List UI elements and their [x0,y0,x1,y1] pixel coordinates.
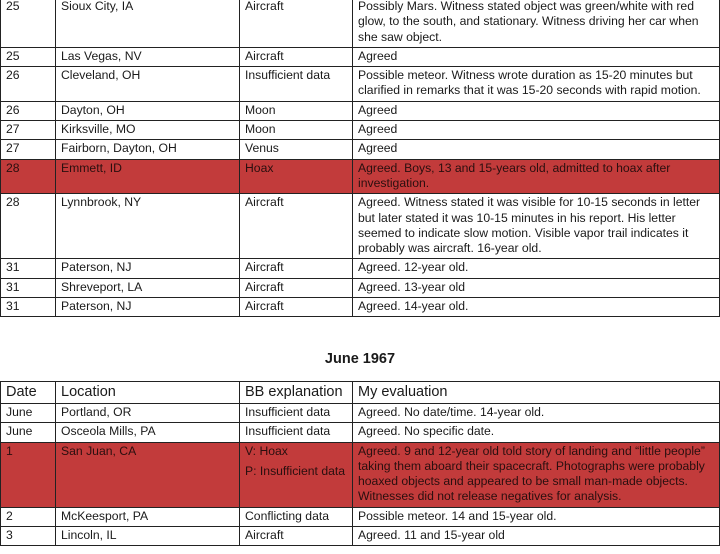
evaluation-cell: Agreed [353,140,720,159]
date-cell: June [1,404,56,423]
evaluation-cell: Agreed [353,47,720,66]
location-cell: Sioux City, IA [56,0,240,47]
header-my-evaluation: My evaluation [353,382,720,404]
table-row [1,0,720,47]
evaluation-cell: Possible meteor. 14 and 15-year old. [353,507,720,526]
location-cell: Shreveport, LA [56,278,240,297]
table-row [1,507,720,526]
evaluation-cell: Agreed. No date/time. 14-year old. [353,404,720,423]
evaluation-cell: Agreed. 13-year old [353,278,720,297]
evaluation-cell: Agreed. Boys, 13 and 15-years old, admitted to hoax after investigation. [353,159,720,194]
date-cell: 27 [1,121,56,140]
location-cell: Kirksville, MO [56,121,240,140]
bb-explanation-line: V: Hoax [245,443,288,458]
location-cell: Lynnbrook, NY [56,194,240,259]
bb-explanation-cell: Moon [240,121,353,140]
table-row [1,259,720,278]
date-cell: 31 [1,278,56,297]
date-cell: 28 [1,194,56,259]
bb-explanation-cell: Aircraft [240,278,353,297]
location-cell: Paterson, NJ [56,298,240,317]
location-cell: Osceola Mills, PA [56,423,240,442]
date-cell: 2 [1,507,56,526]
date-cell: 26 [1,101,56,120]
table-row [1,278,720,297]
bb-explanation-cell: Conflicting data [240,507,353,526]
bb-explanation-cell: Aircraft [240,47,353,66]
table-row [1,47,720,66]
evaluation-cell: Agreed. No specific date. [353,423,720,442]
header-date: Date [1,382,56,404]
location-cell: Lincoln, IL [56,527,240,546]
evaluation-cell: Agreed. 12-year old. [353,259,720,278]
date-cell: 3 [1,527,56,546]
bb-explanation-cell: Moon [240,101,353,120]
table-row [1,194,720,259]
evaluation-cell: Agreed. 9 and 12-year old told story of landing and “little people” taking them aboard their spacecraft. Photographs were probably hoaxed objects and appeared to be small man-made objects. Witnesses did not release negatives for analysis. [353,442,720,507]
date-cell: June [1,423,56,442]
location-cell: Cleveland, OH [56,67,240,102]
bb-explanation-cell: Aircraft [240,0,353,47]
bb-explanation-cell: Aircraft [240,298,353,317]
table-row-highlighted [1,442,720,507]
location-cell: Portland, OR [56,404,240,423]
evaluation-cell: Agreed [353,101,720,120]
table-row [1,121,720,140]
bb-explanation-cell: Insufficient data [240,423,353,442]
date-cell: 25 [1,0,56,47]
location-cell: Fairborn, Dayton, OH [56,140,240,159]
bb-explanation-cell: Aircraft [240,527,353,546]
date-cell: 27 [1,140,56,159]
date-cell: 28 [1,159,56,194]
evaluation-cell: Possible meteor. Witness wrote duration as 15-20 minutes but clarified in remarks that it was 15-20 seconds with rapid motion. [353,67,720,102]
table-row [1,298,720,317]
location-cell: Emmett, ID [56,159,240,194]
june-sightings-table [0,381,720,546]
table-row [1,140,720,159]
location-cell: San Juan, CA [56,442,240,507]
location-cell: Dayton, OH [56,101,240,120]
may-sightings-body [1,0,720,317]
table-row [1,404,720,423]
bb-explanation-cell: Insufficient data [240,67,353,102]
table-row [1,101,720,120]
table-row [1,67,720,102]
bb-explanation-cell [240,442,353,507]
bb-explanation-cell: Insufficient data [240,404,353,423]
table-row [1,423,720,442]
table-row [1,527,720,546]
date-cell: 1 [1,442,56,507]
date-cell: 31 [1,298,56,317]
location-cell: McKeesport, PA [56,507,240,526]
date-cell: 25 [1,47,56,66]
bb-explanation-cell: Venus [240,140,353,159]
evaluation-cell: Agreed. 11 and 15-year old [353,527,720,546]
bb-explanation-line: P: Insufficient data [245,463,346,478]
evaluation-cell: Possibly Mars. Witness stated object was green/white with red glow, to the south, and stationary. Witness driving her car when she saw object. [353,0,720,47]
location-cell: Las Vegas, NV [56,47,240,66]
header-location: Location [56,382,240,404]
june-sightings-body [1,382,720,546]
bb-explanation-cell: Aircraft [240,259,353,278]
location-cell: Paterson, NJ [56,259,240,278]
evaluation-cell: Agreed. Witness stated it was visible for 10-15 seconds in letter but later stated it was 10-15 minutes in his report. His letter seemed to indicate slow motion. Visible vapor trail indicates it probably was aircraft. 16-year old. [353,194,720,259]
bb-explanation-cell: Aircraft [240,194,353,259]
evaluation-cell: Agreed [353,121,720,140]
bb-explanation-cell: Hoax [240,159,353,194]
table-header-row [1,382,720,404]
date-cell: 31 [1,259,56,278]
header-bb-explanation: BB explanation [240,382,353,404]
section-title: June 1967 [324,351,396,367]
evaluation-cell: Agreed. 14-year old. [353,298,720,317]
table-row-highlighted [1,159,720,194]
date-cell: 26 [1,67,56,102]
